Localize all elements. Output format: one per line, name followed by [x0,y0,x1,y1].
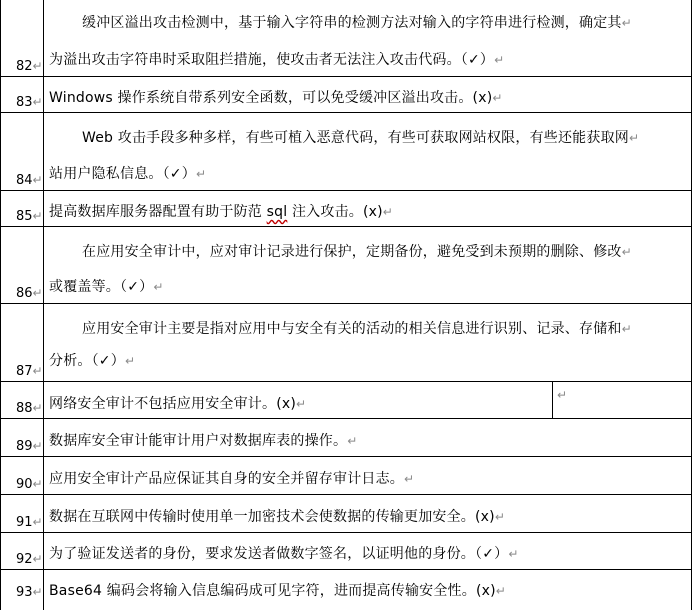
table-row [0,77,692,113]
table-row [0,457,692,495]
table-row [0,227,692,304]
row-number-cell [0,304,44,381]
row-number: 91↵ [16,515,43,530]
statement-cell [44,382,691,418]
row-number-cell [0,227,44,303]
empty-cell-mark: ↵ [557,388,568,402]
table-row [0,533,692,570]
statement-line: Windows 操作系统自带系列安全函数，可以免受缓冲区溢出攻击。(x)↵ [49,90,503,106]
statement-line: 网络安全审计不包括应用安全审计。(x)↵ [49,396,307,412]
row-number: 82↵ [16,59,43,74]
statement-cell [44,533,691,569]
row-number: 88↵ [16,401,43,416]
statement-line: 为溢出攻击字符串时采取阻拦措施，使攻击者无法注入攻击代码。（✓）↵ [49,52,505,68]
statement-cell [44,113,691,190]
row-number-cell [0,382,44,418]
statement-line: 数据在互联网中传输时使用单一加密技术会使数据的传输更加安全。(x)↵ [49,509,506,525]
statement-line: 应用安全审计主要是指对应用中与安全有关的活动的相关信息进行识别、记录、存储和↵ [82,321,632,337]
empty-cell-divider [552,382,553,418]
row-number: 85↵ [16,209,43,224]
statement-cell [44,227,691,303]
row-number: 84↵ [16,173,43,188]
row-number-cell [0,533,44,569]
table-row [0,304,692,382]
statement-line: 提高数据库服务器配置有助于防范 sql 注入攻击。(x)↵ [49,204,394,220]
row-number: 86↵ [16,286,43,301]
statement-cell [44,304,691,381]
row-number-cell [0,419,44,456]
row-number: 92↵ [16,552,43,567]
table-row [0,191,692,227]
statement-line: 为了验证发送者的身份，要求发送者做数字签名，以证明他的身份。（✓）↵ [49,546,519,562]
spellcheck-underlined-word: sql [266,204,288,220]
statement-line: 缓冲区溢出攻击检测中，基于输入字符串的检测方法对输入的字符串进行检测，确定其↵ [82,15,632,31]
row-number-cell [0,495,44,532]
row-number-cell [0,0,44,76]
table-row [0,113,692,191]
statement-cell [44,191,691,226]
statement-cell [44,0,691,76]
row-number-cell [0,570,44,610]
row-number-cell [0,113,44,190]
statement-cell [44,457,691,494]
table-row [0,495,692,533]
statement-line: 或覆盖等。（✓）↵ [49,279,164,295]
statement-line: 应用安全审计产品应保证其自身的安全并留存审计日志。↵ [49,471,415,487]
row-number: 93↵ [16,585,43,600]
statement-line: Web 攻击手段多种多样，有些可植入恶意代码，有些可获取网站权限，有些还能获取网↵ [82,130,640,146]
statement-cell [44,495,691,532]
row-number-cell [0,77,44,112]
table-row [0,382,692,419]
statement-line: 在应用安全审计中，应对审计记录进行保护，定期备份，避免受到未预期的删除、修改↵ [82,244,632,260]
row-number: 90↵ [16,477,43,492]
statement-line: 站用户隐私信息。（✓）↵ [49,166,207,182]
statement-cell [44,419,691,456]
statement-line: Base64 编码会将输入信息编码成可见字符，进而提高传输安全性。(x)↵ [49,583,507,599]
statement-cell [44,77,691,112]
row-number: 83↵ [16,95,43,110]
row-number: 87↵ [16,364,43,379]
row-number: 89↵ [16,439,43,454]
statement-cell [44,570,691,610]
statement-line: 数据库安全审计能审计用户对数据库表的操作。↵ [49,433,358,449]
table-row [0,0,692,77]
row-number-cell [0,191,44,226]
table-row [0,419,692,457]
statement-line: 分析。（✓）↵ [49,353,136,369]
table-row [0,570,692,610]
row-number-cell [0,457,44,494]
